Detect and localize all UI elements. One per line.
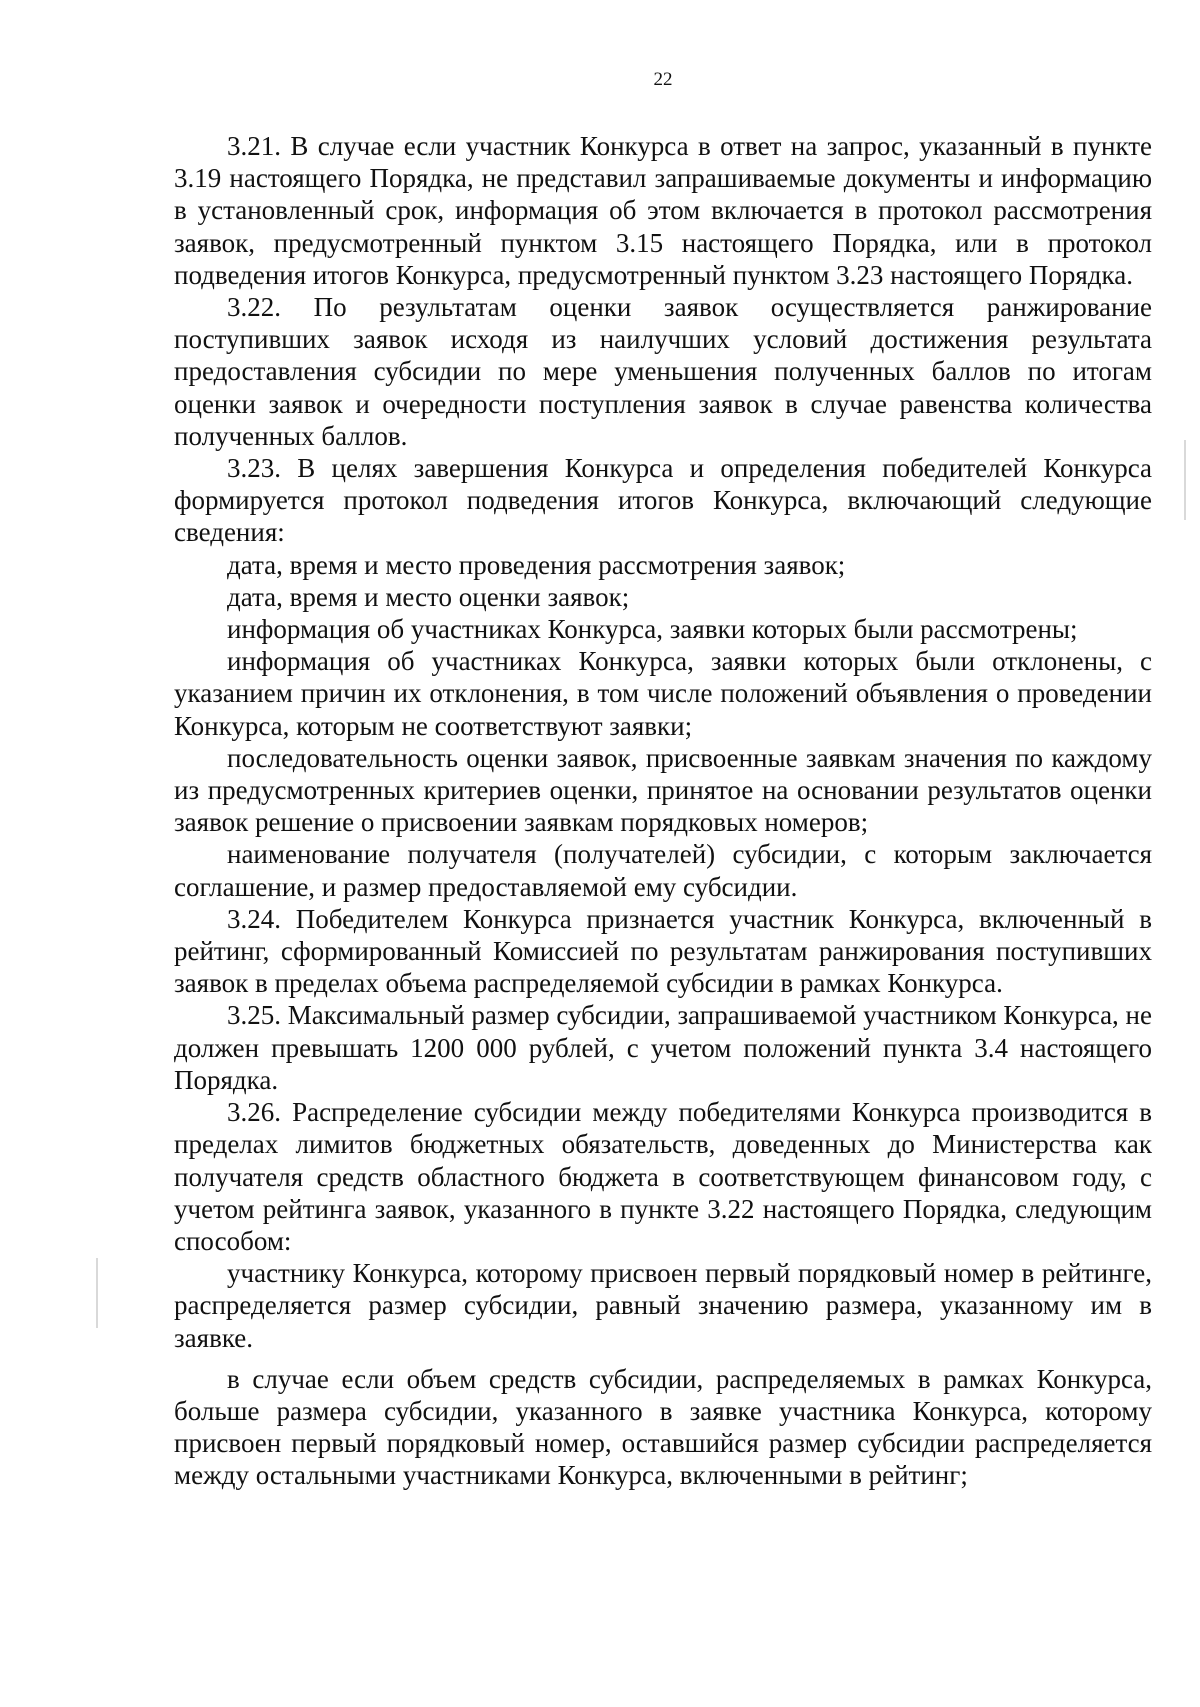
list-item-evaluation-date: дата, время и место оценки заявок; <box>227 581 630 612</box>
page-number: 22 <box>653 69 673 90</box>
paragraph-3-26: 3.26. Распределение субсидии между победителями Конкурса производится в пределах лимитов бюджетных обязательств, доведенных до Министерства как получателя средств областного бюджета в соответствующем финансовом году, с учетом рейтинга заявок, указанного в пункте 3.22 настоящего Порядка, следующим способом: <box>174 1097 1152 1256</box>
list-item-review-date: дата, время и место проведения рассмотрения заявок; <box>227 549 846 580</box>
list-item-rejected-participants: информация об участниках Конкурса, заявки которых были отклонены, с указанием причин их отклонения, в том числе положений объявления о проведении Конкурса, которым не соответствуют заявки; <box>174 646 1152 741</box>
list-item-recipient-name: наименование получателя (получателей) субсидии, с которым заключается соглашение, и размер предоставляемой ему субсидии. <box>174 839 1152 902</box>
list-item-first-place: участнику Конкурса, которому присвоен первый порядковый номер в рейтинге, распределяется размер субсидии, равный значению размера, указанному им в заявке. <box>174 1258 1152 1353</box>
scan-edge-mark-left <box>96 1258 98 1328</box>
paragraph-3-24: 3.24. Победителем Конкурса признается участник Конкурса, включенный в рейтинг, сформированный Комиссией по результатам ранжирования поступивших заявок в пределах объема распределяемой субсидии в рамках Конкурса. <box>174 903 1152 999</box>
list-item-evaluation-sequence: последовательность оценки заявок, присвоенные заявкам значения по каждому из предусмотренных критериев оценки, принятое на основании результатов оценки заявок решение о присвоении заявкам порядковых номеров; <box>174 742 1152 838</box>
paragraph-3-25: 3.25. Максимальный размер субсидии, запрашиваемой участником Конкурса, не должен превышать 1200 000 рублей, с учетом положений пункта 3.4 настоящего Порядка. <box>174 1000 1152 1095</box>
scan-edge-mark-right <box>1184 440 1186 520</box>
paragraph-3-23: 3.23. В целях завершения Конкурса и определения победителей Конкурса формируется протокол подведения итогов Конкурса, включающий следующие сведения: <box>174 453 1152 548</box>
list-item-remaining-distribution: в случае если объем средств субсидии, распределяемых в рамках Конкурса, больше размера субсидии, указанного в заявке участника Конкурса, которому присвоен первый порядковый номер, оставшийся размер субсидии распределяется между остальными участниками Конкурса, включенными в рейтинг; <box>174 1363 1152 1491</box>
document-page <box>174 68 1152 1492</box>
paragraph-3-21: 3.21. В случае если участник Конкурса в ответ на запрос, указанный в пункте 3.19 настоящего Порядка, не представил запрашиваемые документы и информацию в установленный срок, информация об этом включается в протокол рассмотрения заявок, предусмотренный пунктом 3.15 настоящего Порядка, или в протокол подведения итогов Конкурса, предусмотренный пунктом 3.23 настоящего Порядка. <box>174 131 1152 290</box>
paragraph-3-22: 3.22. По результатам оценки заявок осуществляется ранжирование поступивших заявок исходя из наилучших условий достижения результата предоставления субсидии по мере уменьшения полученных баллов по итогам оценки заявок и очередности поступления заявок в случае равенства количества полученных баллов. <box>174 292 1152 451</box>
list-item-reviewed-participants: информация об участниках Конкурса, заявки которых были рассмотрены; <box>227 614 1078 645</box>
